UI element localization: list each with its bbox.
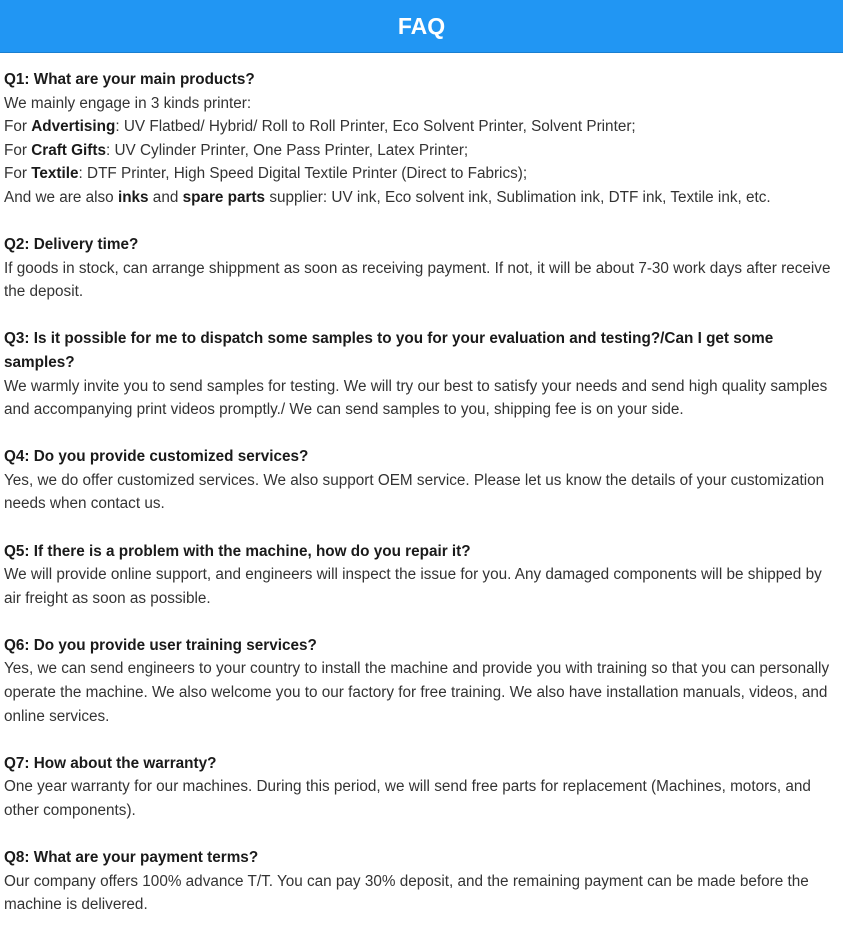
faq-item-q7 xyxy=(4,752,838,823)
faq-answer: Yes, we can send engineers to your country to install the machine and provide you with training so that you can personally operate the machine. We also welcome you to our factory for free training. We also have installation manuals, videos, and online services. xyxy=(4,660,830,725)
faq-item-q5 xyxy=(4,540,838,611)
faq-answer-line-textile: For Textile: DTF Printer, High Speed Digital Textile Printer (Direct to Fabrics); xyxy=(4,165,528,183)
faq-answer: We will provide online support, and engineers will inspect the issue for you. Any damaged components will be shipped by air freight as soon as possible. xyxy=(4,566,822,607)
faq-question: Q6: Do you provide user training services? xyxy=(4,636,317,654)
category-advertising: Advertising xyxy=(31,118,116,136)
faq-answer: Yes, we do offer customized services. We also support OEM service. Please let us know the details of your customization needs when contact us. xyxy=(4,471,825,513)
faq-question: Q4: Do you provide customized services? xyxy=(4,448,309,466)
faq-question: Q3: Is it possible for me to dispatch some samples to you for your evaluation and testing?/Can I get some samples? xyxy=(4,330,774,371)
faq-item-q4 xyxy=(4,445,838,516)
faq-answer: Our company offers 100% advance T/T. You can pay 30% deposit, and the remaining payment can be made before the machine is delivered. xyxy=(4,872,809,914)
category-textile: Textile xyxy=(31,165,79,183)
faq-answer-line-craft-gifts: For Craft Gifts: UV Cylinder Printer, One Pass Printer, Latex Printer; xyxy=(4,141,469,159)
faq-question: Q2: Delivery time? xyxy=(4,236,139,254)
faq-question: Q5: If there is a problem with the machine, how do you repair it? xyxy=(4,542,471,560)
faq-question: Q1: What are your main products? xyxy=(4,71,255,88)
category-craft-gifts: Craft Gifts xyxy=(31,141,106,159)
faq-answer: We warmly invite you to send samples for testing. We will try our best to satisfy your needs and send high quality samples and accompanying print videos promptly./ We can send samples to you, shipping fee is on your side. xyxy=(4,377,828,419)
faq-answer: If goods in stock, can arrange shippment as soon as receiving payment. If not, it will be about 7-30 work days after receive the deposit. xyxy=(4,259,831,301)
faq-item-q6 xyxy=(4,634,838,728)
faq-item-q3 xyxy=(4,327,838,421)
faq-header xyxy=(0,0,843,53)
faq-question: Q7: How about the warranty? xyxy=(4,754,217,772)
faq-answer-line-advertising: For Advertising: UV Flatbed/ Hybrid/ Roll to Roll Printer, Eco Solvent Printer, Solvent Printer; xyxy=(4,118,636,136)
faq-list xyxy=(4,68,838,940)
supply-spare-parts: spare parts xyxy=(182,188,266,206)
faq-item-q2 xyxy=(4,233,838,304)
faq-answer-intro: We mainly engage in 3 kinds printer: xyxy=(4,94,252,112)
faq-item-q8 xyxy=(4,846,838,917)
faq-answer-line-supplies: And we are also inks and spare parts supplier: UV ink, Eco solvent ink, Sublimation ink, DTF ink, Textile ink, etc. xyxy=(4,188,771,206)
faq-answer: One year warranty for our machines. During this period, we will send free parts for replacement (Machines, motors, and other components). xyxy=(4,778,811,819)
faq-item-q1 xyxy=(4,68,838,210)
supply-inks: inks xyxy=(117,188,149,206)
faq-question: Q8: What are your payment terms? xyxy=(4,848,259,866)
page-title: FAQ xyxy=(397,12,446,39)
